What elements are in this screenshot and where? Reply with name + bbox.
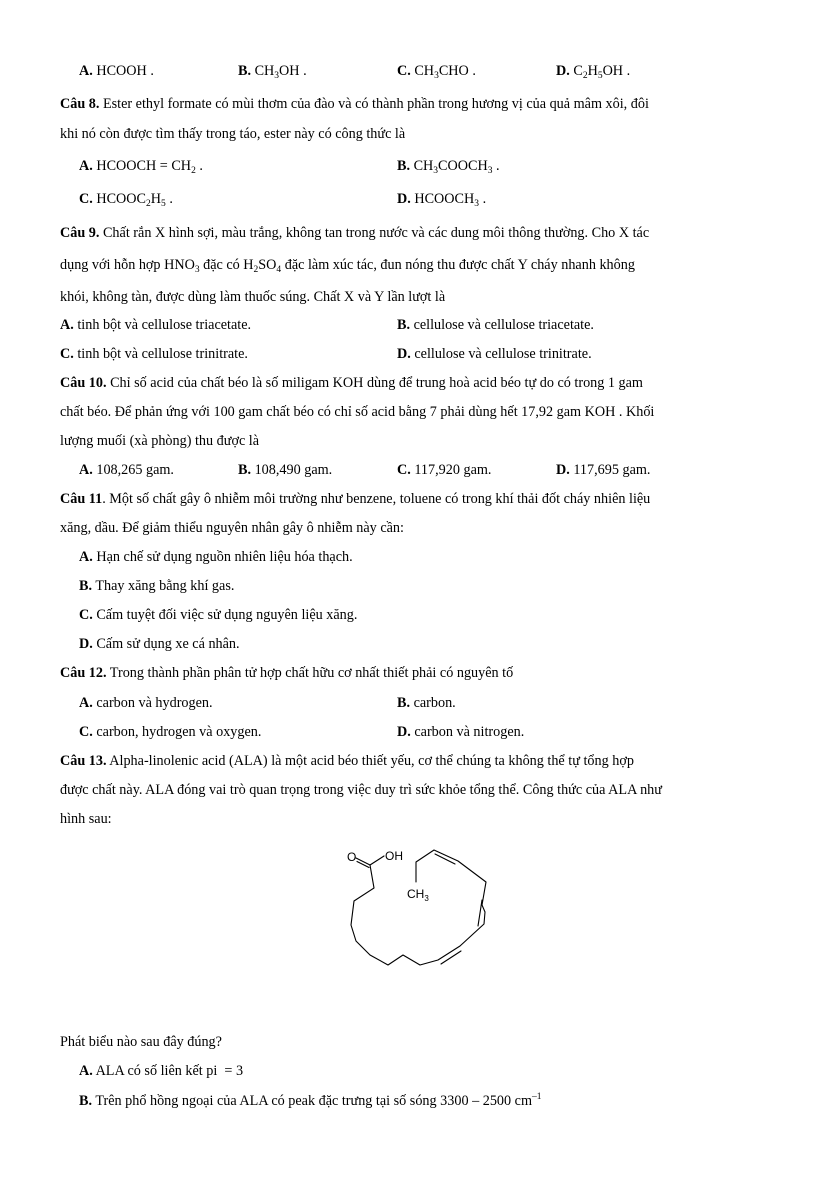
q8-stem-line1: Câu 8. Ester ethyl formate có mùi thơm của đào và có thành phần trong hương vị của quả mâm xôi, đôi — [60, 96, 649, 112]
q8-option-b: B. $CH_3COOCH_3$ . — [397, 158, 500, 176]
q13-stem-line1: Câu 13. Alpha-linolenic acid (ALA) là một acid béo thiết yếu, cơ thể chúng ta không thể tự tổng hợp — [60, 753, 634, 769]
q12-stem-line1: Câu 12. Trong thành phần phân tử hợp chất hữu cơ nhất thiết phải có nguyên tố — [60, 665, 514, 681]
hydroxyl-label: OH — [385, 849, 403, 863]
q12-option-d: D. carbon và nitrogen. — [397, 724, 525, 740]
q10-option-b: B. 108,490 gam. — [238, 462, 333, 478]
q13-option-a: A. ALA có số liên kết pi = 3 — [79, 1063, 244, 1079]
q11-option-d: D. Cấm sử dụng xe cá nhân. — [79, 636, 240, 652]
q9-option-d: D. cellulose và cellulose trinitrate. — [397, 346, 592, 362]
oxygen-label: O — [347, 850, 357, 864]
q7-option-a: A. HCOOH . — [79, 63, 154, 79]
q8-option-d: D. $HCOOCH_3$ . — [397, 191, 487, 209]
q11-option-c: C. Cấm tuyệt đối việc sử dụng nguyên liệu xăng. — [79, 607, 358, 623]
q13-option-b: B. Trên phổ hồng ngoại của ALA có peak đặc trưng tại số sóng 3300 – 2500 $cm^{-1}$ — [79, 1092, 542, 1109]
q11-option-a: A. Hạn chế sử dụng nguồn nhiên liệu hóa thạch. — [79, 549, 353, 565]
q12-option-c: C. carbon, hydrogen và oxygen. — [79, 724, 262, 740]
q10-stem-line2: chất béo. Để phản ứng với 100 gam chất béo có chỉ số acid bằng 7 phải dùng hết 17,92 gam KOH . Khối — [60, 404, 655, 420]
q13-question: Phát biểu nào sau đây đúng? — [60, 1034, 222, 1050]
methyl-label: $CH_3$ — [407, 887, 429, 903]
q12-option-a: A. carbon và hydrogen. — [79, 695, 213, 711]
q8-option-c: C. $HCOOC_2H_5$ . — [79, 191, 173, 209]
q12-option-b: B. carbon. — [397, 695, 456, 711]
q9-option-c: C. tinh bột và cellulose trinitrate. — [60, 346, 248, 362]
q10-stem-line1: Câu 10. Chỉ số acid của chất béo là số miligam KOH dùng để trung hoà acid béo tự do có trong 1 gam — [60, 375, 643, 391]
double-bond-c12 — [478, 900, 482, 926]
q13-stem-line3: hình sau: — [60, 811, 112, 827]
q10-stem-line3: lượng muối (xà phòng) thu được là — [60, 433, 260, 449]
double-bond-c9 — [441, 951, 461, 964]
q7-option-c: C. $CH_3CHO$ . — [397, 63, 476, 81]
q9-stem-line1: Câu 9. Chất rắn X hình sợi, màu trắng, không tan trong nước và các dung môi thông thường. Cho X tác — [60, 225, 650, 241]
q9-stem-line3: khói, không tàn, được dùng làm thuốc súng. Chất X và Y lần lượt là — [60, 289, 446, 305]
q11-stem-line1: Câu 11. Một số chất gây ô nhiễm môi trường như benzene, toluene có trong khí thải đốt cháy nhiên liệu — [60, 491, 651, 507]
q9-option-b: B. cellulose và cellulose triacetate. — [397, 317, 594, 333]
q11-option-b: B. Thay xăng bằng khí gas. — [79, 578, 235, 594]
hydroxyl-bond — [370, 856, 384, 865]
q7-option-b: B. $CH_3OH$ . — [238, 63, 307, 81]
q7-option-d: D. $C_2H_5OH$ . — [556, 63, 631, 81]
ala-structure-diagram — [330, 838, 500, 988]
q9-option-a: A. tinh bột và cellulose triacetate. — [60, 317, 252, 333]
q13-stem-line2: được chất này. ALA đóng vai trò quan trọng trong việc duy trì sức khỏe tổng thể. Công thức của ALA như — [60, 782, 662, 798]
q10-option-d: D. 117,695 gam. — [556, 462, 651, 478]
q10-option-a: A. 108,265 gam. — [79, 462, 174, 478]
q8-option-a: A. HCOOCH = $CH_2$ . — [79, 158, 203, 176]
q8-stem-line2: khi nó còn được tìm thấy trong táo, ester này có công thức là — [60, 126, 406, 142]
carbonyl-bond-double — [357, 862, 369, 868]
q10-option-c: C. 117,920 gam. — [397, 462, 492, 478]
q11-stem-line2: xăng, dầu. Để giảm thiểu nguyên nhân gây ô nhiễm này cần: — [60, 520, 404, 536]
q9-stem-line2: dụng với hỗn hợp $HNO_3$ đặc có $H_2SO_4$ đặc làm xúc tác, đun nóng thu được chất Y cháy nhanh không — [60, 257, 635, 275]
ala-carbon-chain — [351, 850, 486, 965]
